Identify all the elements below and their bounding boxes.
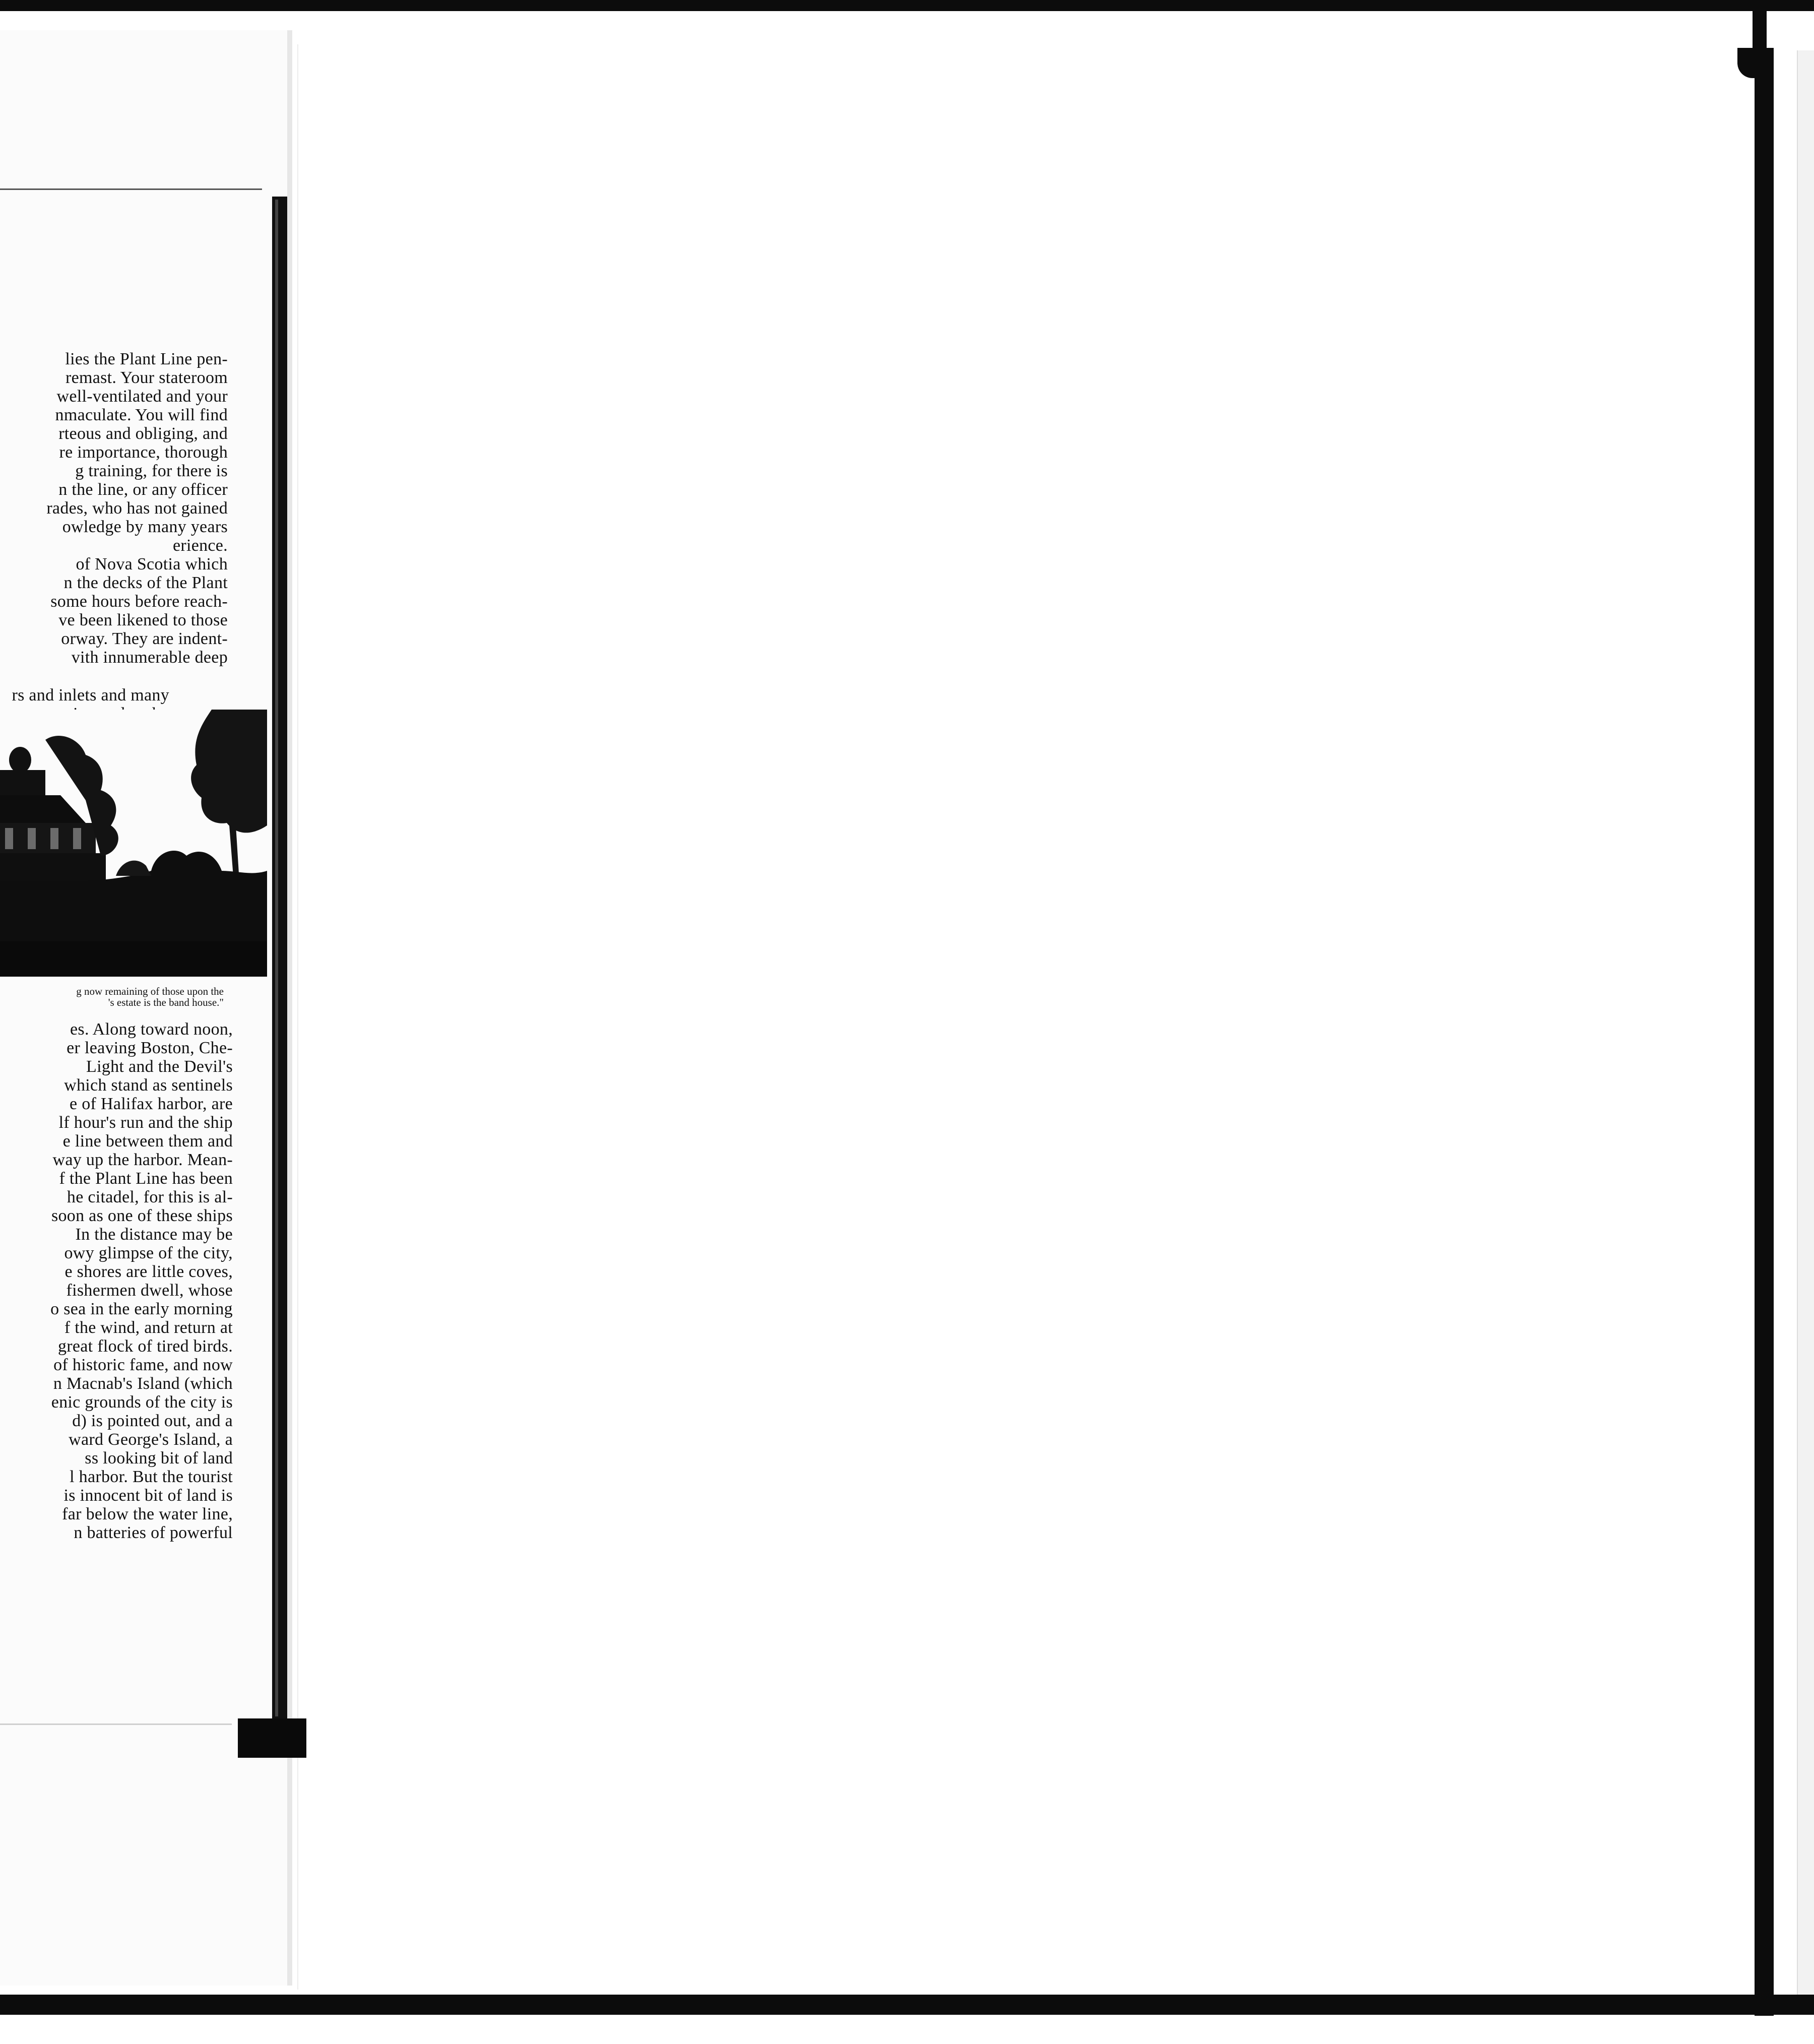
text-line: e line between them and xyxy=(62,1132,233,1151)
text-line: far below the water line, xyxy=(62,1505,233,1523)
page-spine-highlight xyxy=(275,200,278,1716)
scan-frame-right xyxy=(1755,60,1774,2016)
text-line: n Macnab's Island (which xyxy=(53,1374,233,1393)
text-line: vith innumerable deep xyxy=(71,648,228,667)
text-line: f the Plant Line has been xyxy=(59,1169,233,1188)
text-line: o sea in the early morning xyxy=(50,1300,233,1318)
page-lower-rule xyxy=(0,1723,232,1725)
text-line: n the line, or any officer xyxy=(58,480,228,499)
text-line: l harbor. But the tourist xyxy=(70,1467,233,1486)
text-line: lf hour's run and the ship xyxy=(58,1113,233,1132)
band-house-photo xyxy=(0,710,267,977)
text-line: In the distance may be xyxy=(75,1225,233,1244)
text-line: n batteries of powerful xyxy=(74,1523,233,1542)
text-line: orway. They are indent- xyxy=(61,629,228,648)
text-line: of Nova Scotia which xyxy=(76,555,228,573)
text-line: which stand as sentinels xyxy=(64,1076,233,1095)
text-line: some hours before reach- xyxy=(50,592,228,611)
scan-frame-top xyxy=(0,0,1814,11)
text-line: n the decks of the Plant xyxy=(63,573,228,592)
text-line: f the wind, and return at xyxy=(64,1318,233,1337)
text-line: great flock of tired birds. xyxy=(57,1337,233,1356)
text-line: ward George's Island, a xyxy=(69,1430,233,1449)
text-line: e shores are little coves, xyxy=(64,1262,233,1281)
right-blank-page xyxy=(297,44,1755,1990)
text-line: ss looking bit of land xyxy=(85,1449,233,1467)
text-line: rs and inlets and many xyxy=(12,686,169,705)
text-line: is innocent bit of land is xyxy=(63,1486,233,1505)
left-page-edge xyxy=(287,30,292,1986)
text-line: er leaving Boston, Che- xyxy=(67,1039,233,1057)
text-line: of historic fame, and now xyxy=(53,1356,233,1374)
scan-edge-right xyxy=(1797,50,1814,2006)
text-line: ve been likened to those xyxy=(58,611,228,629)
text-line: es. Along toward noon, xyxy=(70,1020,233,1039)
text-line: soon as one of these ships xyxy=(51,1206,233,1225)
page-top-rule xyxy=(0,188,262,190)
text-line: owledge by many years xyxy=(62,518,228,536)
text-line: fishermen dwell, whose xyxy=(66,1281,233,1300)
spine-foot-block xyxy=(238,1718,306,1758)
text-column-bottom xyxy=(0,1020,233,1542)
text-line: enic grounds of the city is xyxy=(51,1393,233,1412)
text-line: e of Halifax harbor, are xyxy=(70,1095,233,1113)
scan-frame-bottom xyxy=(0,1995,1814,2015)
text-line: d) is pointed out, and a xyxy=(72,1412,233,1430)
text-line: remast. Your stateroom xyxy=(65,368,228,387)
text-line: he citadel, for this is al- xyxy=(67,1188,233,1206)
text-line: rades, who has not gained xyxy=(46,499,228,518)
text-line: nmaculate. You will find xyxy=(55,406,228,424)
text-line: lies the Plant Line pen- xyxy=(65,350,228,368)
text-line: well-ventilated and your xyxy=(56,387,228,406)
text-line: Light and the Devil's xyxy=(86,1057,233,1076)
page-spine xyxy=(272,197,287,1721)
text-line: way up the harbor. Mean- xyxy=(52,1151,233,1169)
text-column-top xyxy=(0,350,228,667)
text-line: g training, for there is xyxy=(75,462,228,480)
text-line: re importance, thorough xyxy=(59,443,228,462)
caption-line: g now remaining of those upon the xyxy=(76,985,224,997)
text-line: owy glimpse of the city, xyxy=(64,1244,233,1262)
text-line: erience. xyxy=(172,536,228,555)
photo-caption xyxy=(0,986,224,1008)
text-line: rteous and obliging, and xyxy=(58,424,228,443)
caption-line: 's estate is the band house." xyxy=(108,996,224,1008)
